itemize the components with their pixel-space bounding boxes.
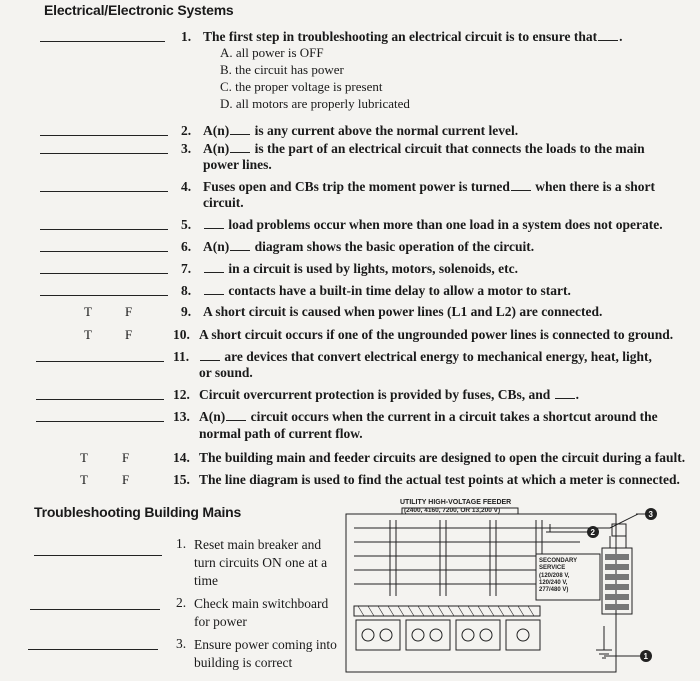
question-text-part: diagram shows the basic operation of the circuit. (254, 239, 535, 254)
transformer-coil (412, 629, 424, 641)
service-label: 120/240 V, (539, 580, 568, 586)
transformer-coil (430, 629, 442, 641)
question-12-text (199, 387, 579, 402)
step-3-text (194, 636, 337, 672)
question-15-text: The line diagram is used to find the actual test points at which a meter is connected. (199, 472, 680, 487)
question-text-part: A(n) (203, 239, 230, 254)
option-c: C. the proper voltage is present (220, 79, 383, 94)
question-5-text (203, 217, 663, 232)
question-number: 12. (173, 387, 190, 402)
question-text-part: load problems occur when more than one load in a system does not operate. (228, 217, 663, 232)
service-label: SECONDARY (539, 558, 578, 564)
step-line: Check main switchboard (194, 596, 329, 611)
page-title: Electrical/Electronic Systems (44, 2, 234, 18)
question-3-cont: power lines. (203, 157, 272, 172)
service-label: SERVICE (539, 565, 566, 571)
question-text-part: . (575, 387, 580, 402)
question-text-part: in a circuit is used by lights, motors, solenoids, etc. (228, 261, 519, 276)
step-line: turn circuits ON one at a (194, 555, 328, 570)
question-11-text (199, 349, 652, 364)
step-line: time (194, 573, 218, 588)
feeder-label: UTILITY HIGH-VOLTAGE FEEDER (400, 499, 512, 506)
transformer-unit (406, 620, 450, 650)
transformer-unit (456, 620, 500, 650)
callout-3-label: 3 (648, 510, 653, 519)
option-b: B. the circuit has power (220, 62, 344, 77)
question-4-cont: circuit. (203, 195, 244, 210)
ground-band (354, 606, 540, 616)
ground-band-hatching (358, 606, 534, 616)
inline-blank (204, 261, 224, 273)
question-text-part: contacts have a built-in time delay to allow a motor to start. (228, 283, 571, 298)
answer-blank-1[interactable] (40, 41, 165, 42)
question-2-text (203, 123, 518, 138)
step-number: 3. (176, 636, 187, 651)
answer-blank-3[interactable] (40, 153, 168, 154)
option-a: A. all power is OFF (220, 45, 324, 60)
transformer-coil (462, 629, 474, 641)
answer-blank-4[interactable] (40, 191, 168, 192)
question-7-text (203, 261, 518, 276)
answer-blank-11[interactable] (36, 361, 164, 362)
question-13-text (199, 409, 658, 424)
question-text-part: A(n) (203, 141, 230, 156)
question-text-part: is the part of an electrical circuit that connects the loads to the main (254, 141, 645, 156)
service-label: (120/208 V, (539, 573, 570, 579)
option-d: D. all motors are properly lubricated (220, 96, 410, 111)
inline-blank (598, 29, 618, 41)
false-option[interactable]: F (125, 304, 133, 319)
question-number: 6. (181, 239, 192, 254)
inline-blank (511, 179, 531, 191)
question-text-part: circuit occurs when the current in a circuit takes a shortcut around the (250, 409, 658, 424)
question-6-text (203, 239, 534, 254)
question-3-text (203, 141, 645, 156)
step-2-text (194, 595, 328, 631)
question-1-text (203, 29, 622, 44)
true-option[interactable]: T (80, 472, 88, 487)
question-11-cont: or sound. (199, 365, 253, 380)
inline-blank (230, 123, 250, 135)
answer-blank-12[interactable] (36, 399, 164, 400)
inline-blank (226, 409, 246, 421)
feed-to-panel (610, 514, 638, 528)
step-number: 2. (176, 595, 187, 610)
section-title: Troubleshooting Building Mains (34, 504, 242, 520)
service-label: 277/480 V) (539, 587, 569, 593)
step-1-text (194, 536, 327, 590)
question-number: 11. (173, 349, 190, 364)
question-text-part: A(n) (203, 123, 230, 138)
question-text-part: A(n) (199, 409, 226, 424)
transformer-coil (517, 629, 529, 641)
false-option[interactable]: F (122, 450, 130, 465)
answer-blank-13[interactable] (36, 421, 164, 422)
true-option[interactable]: T (84, 304, 92, 319)
question-number: 15. (173, 472, 190, 487)
question-number: 7. (181, 261, 192, 276)
inline-blank (230, 141, 250, 153)
transformer-coil (380, 629, 392, 641)
question-number: 5. (181, 217, 192, 232)
question-number: 3. (181, 141, 192, 156)
inline-blank (204, 283, 224, 295)
answer-blank-7[interactable] (40, 273, 168, 274)
inline-blank (204, 217, 224, 229)
inline-blank (200, 349, 220, 361)
question-9-text: A short circuit is caused when power lines (L1 and L2) are connected. (203, 304, 603, 319)
question-number: 1. (181, 29, 192, 44)
answer-blank-step-2[interactable] (30, 609, 160, 610)
question-4-text (203, 179, 655, 194)
false-option[interactable]: F (125, 327, 133, 342)
feeder-voltage-label: (2400, 4160, 7200, OR 13,200 V) (404, 507, 501, 514)
answer-blank-5[interactable] (40, 229, 168, 230)
transformer-unit (356, 620, 400, 650)
answer-blank-8[interactable] (40, 295, 168, 296)
true-option[interactable]: T (84, 327, 92, 342)
callout-1-label: 1 (643, 652, 648, 661)
answer-blank-step-1[interactable] (34, 555, 162, 556)
step-line: building is correct (194, 655, 293, 670)
question-8-text (203, 283, 571, 298)
question-number: 2. (181, 123, 192, 138)
question-13-cont: normal path of current flow. (199, 426, 363, 441)
false-option[interactable]: F (122, 472, 130, 487)
transformer-unit (506, 620, 540, 650)
question-text-part: Circuit overcurrent protection is provided by fuses, CBs, and (199, 387, 551, 402)
question-text-part: are devices that convert electrical energy to mechanical energy, heat, light, (224, 349, 652, 364)
question-text-part: when there is a short (535, 179, 656, 194)
question-14-text: The building main and feeder circuits are designed to open the circuit during a fault. (199, 450, 686, 465)
transformer-coil (480, 629, 492, 641)
question-number: 14. (173, 450, 190, 465)
question-number: 9. (181, 304, 192, 319)
question-text-part: . (619, 29, 623, 44)
step-number: 1. (176, 536, 187, 551)
building-mains-diagram (340, 496, 660, 678)
answer-blank-2[interactable] (40, 135, 168, 136)
step-line: Ensure power coming into (194, 637, 337, 652)
transformer-coil (362, 629, 374, 641)
step-line: for power (194, 614, 247, 629)
step-line: Reset main breaker and (194, 537, 322, 552)
question-number: 4. (181, 179, 192, 194)
callout-2-label: 2 (590, 528, 595, 537)
question-text-part: is any current above the normal current level. (254, 123, 519, 138)
question-number: 10. (173, 327, 190, 342)
question-number: 8. (181, 283, 192, 298)
inline-blank (230, 239, 250, 251)
question-text-part: Fuses open and CBs trip the moment power is turned (203, 179, 510, 194)
inline-blank (555, 387, 575, 399)
answer-blank-step-3[interactable] (28, 649, 158, 650)
true-option[interactable]: T (80, 450, 88, 465)
answer-blank-6[interactable] (40, 251, 168, 252)
panel-breakers (605, 554, 629, 610)
question-number: 13. (173, 409, 190, 424)
question-text-part: The first step in troubleshooting an electrical circuit is to ensure that (203, 29, 598, 44)
question-10-text: A short circuit occurs if one of the ungrounded power lines is connected to ground. (199, 327, 674, 342)
